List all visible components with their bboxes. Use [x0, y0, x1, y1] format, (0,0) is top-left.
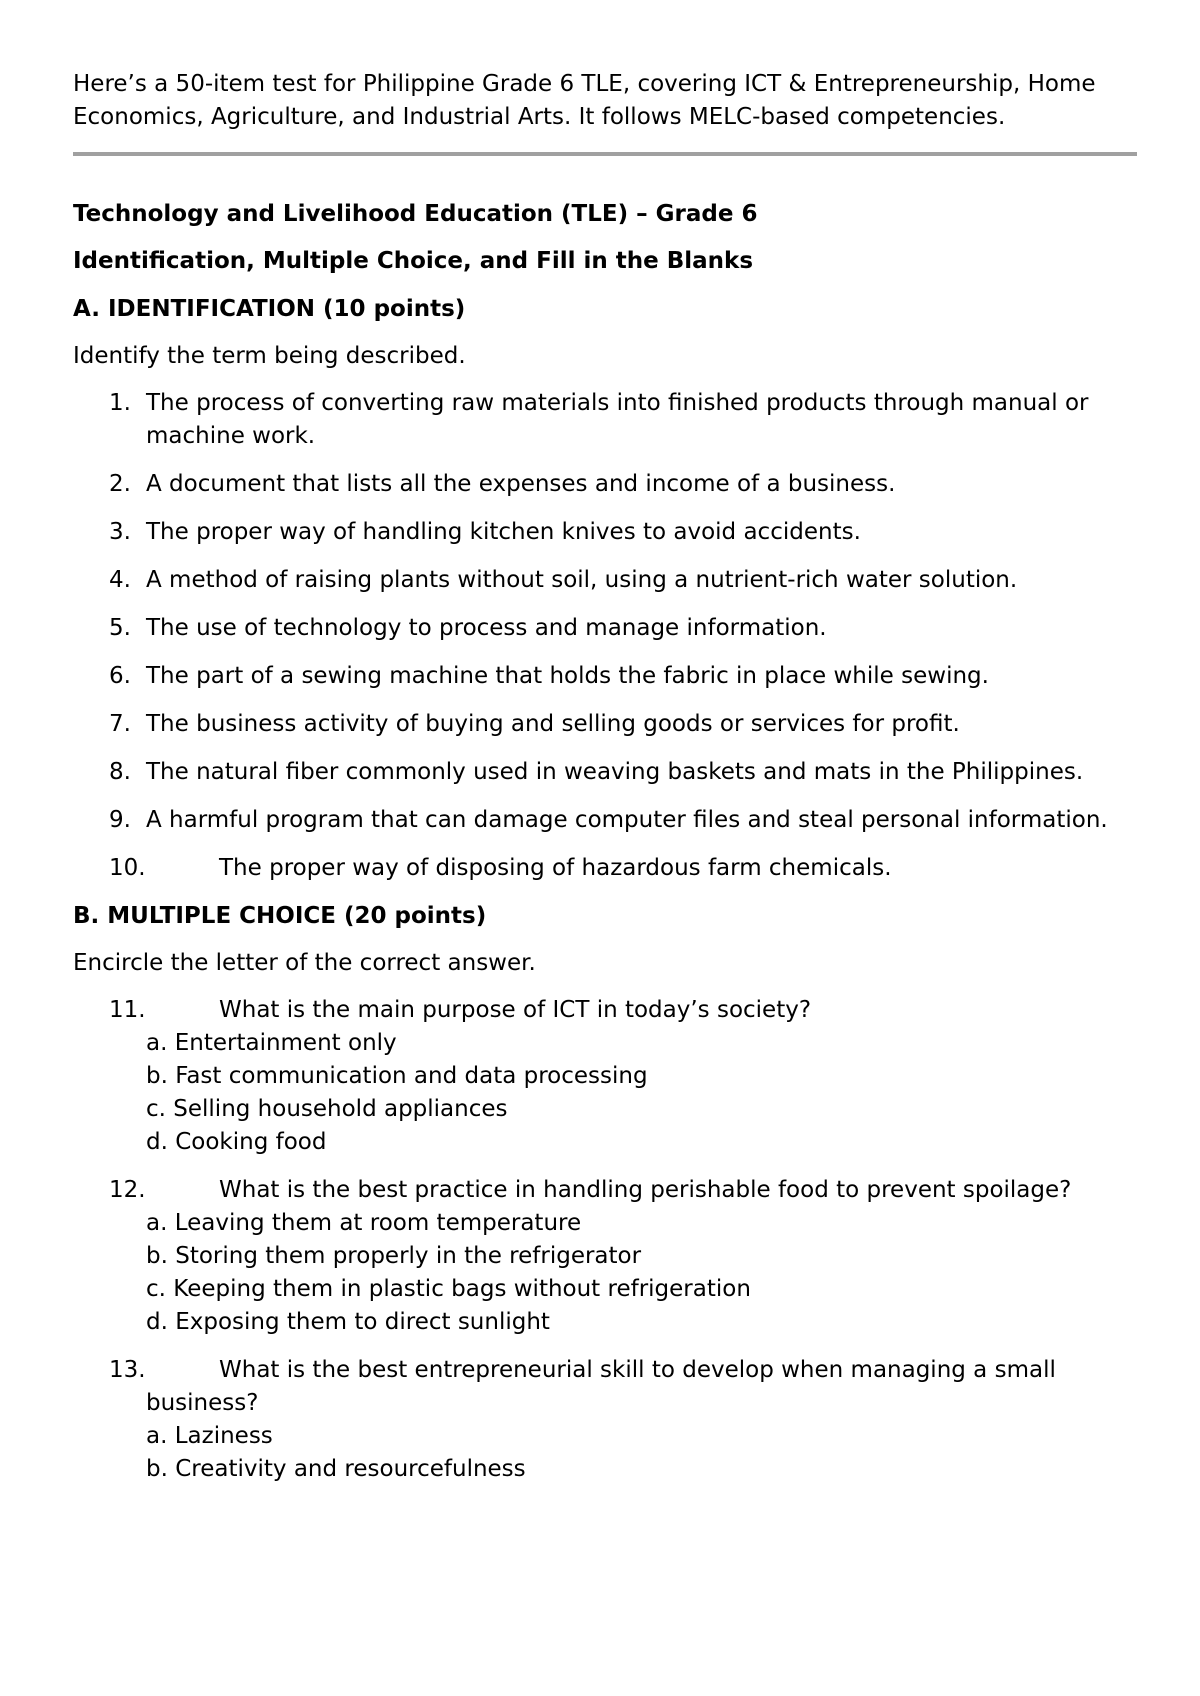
list-item	[73, 660, 1137, 693]
choice-option: d. Exposing them to direct sunlight	[146, 1309, 550, 1335]
choice-option: a. Laziness	[146, 1423, 273, 1449]
item-number: 6.	[109, 663, 131, 689]
question-item	[73, 1174, 1137, 1339]
choice-list	[146, 1420, 1137, 1486]
item-number: 1.	[109, 390, 131, 416]
item-number: 3.	[109, 519, 131, 545]
item-text: The proper way of disposing of hazardous farm chemicals.	[219, 855, 892, 881]
item-number: 9.	[109, 807, 131, 833]
item-text: A harmful program that can damage computer files and steal personal information.	[146, 807, 1108, 833]
question-text-continued: business?	[146, 1390, 259, 1416]
item-text: The use of technology to process and manage information.	[146, 615, 827, 641]
item-text: The business activity of buying and selling goods or services for profit.	[146, 711, 960, 737]
question-text: What is the best entrepreneurial skill to develop when managing a small	[219, 1357, 1056, 1383]
list-item	[73, 468, 1137, 501]
item-number: 7.	[109, 711, 131, 737]
choice-option: b. Creativity and resourcefulness	[146, 1456, 526, 1482]
list-item	[73, 564, 1137, 597]
item-text: A document that lists all the expenses and income of a business.	[146, 471, 896, 497]
choice-option: b. Fast communication and data processing	[146, 1063, 648, 1089]
list-item	[73, 708, 1137, 741]
horizontal-rule	[73, 152, 1137, 156]
document-subtitle: Identification, Multiple Choice, and Fill in the Blanks	[73, 248, 754, 274]
choice-option: a. Entertainment only	[146, 1030, 397, 1056]
choice-option: d. Cooking food	[146, 1129, 327, 1155]
section-b-instruction: Encircle the letter of the correct answer.	[73, 950, 536, 976]
identification-list	[73, 387, 1137, 885]
item-number: 2.	[109, 471, 131, 497]
question-text: What is the main purpose of ICT in today’s society?	[219, 997, 812, 1023]
section-b-heading: B. MULTIPLE CHOICE (20 points)	[73, 903, 487, 929]
item-text: The proper way of handling kitchen knives to avoid accidents.	[146, 519, 861, 545]
item-number: 13.	[109, 1357, 146, 1383]
list-item	[73, 852, 1137, 885]
multiple-choice-list	[73, 994, 1137, 1486]
choice-option: a. Leaving them at room temperature	[146, 1210, 582, 1236]
item-text: The process of converting raw materials into finished products through manual or machine work.	[146, 390, 1089, 449]
document-page	[73, 68, 1137, 1501]
question-text: What is the best practice in handling perishable food to prevent spoilage?	[219, 1177, 1072, 1203]
section-a-heading: A. IDENTIFICATION (10 points)	[73, 296, 466, 322]
question-item	[73, 1354, 1137, 1486]
choice-list	[146, 1207, 1137, 1339]
item-number: 4.	[109, 567, 131, 593]
question-item	[73, 994, 1137, 1159]
list-item	[73, 516, 1137, 549]
choice-option: c. Keeping them in plastic bags without refrigeration	[146, 1276, 751, 1302]
choice-option: c. Selling household appliances	[146, 1096, 508, 1122]
item-number: 10.	[109, 855, 146, 881]
list-item	[73, 804, 1137, 837]
list-item	[73, 612, 1137, 645]
item-text: The part of a sewing machine that holds the fabric in place while sewing.	[146, 663, 989, 689]
intro-paragraph: Here’s a 50-item test for Philippine Grade 6 TLE, covering ICT & Entrepreneurship, Home Economics, Agriculture, and Industrial Arts. It follows MELC-based competencies.	[73, 71, 1096, 130]
list-item	[73, 756, 1137, 789]
item-number: 5.	[109, 615, 131, 641]
item-text: A method of raising plants without soil, using a nutrient-rich water solution.	[146, 567, 1018, 593]
item-number: 8.	[109, 759, 131, 785]
section-a-instruction: Identify the term being described.	[73, 343, 466, 369]
choice-list	[146, 1027, 1137, 1159]
list-item	[73, 387, 1137, 453]
document-title: Technology and Livelihood Education (TLE) – Grade 6	[73, 201, 758, 227]
choice-option: b. Storing them properly in the refrigerator	[146, 1243, 642, 1269]
item-number: 11.	[109, 997, 146, 1023]
item-text: The natural fiber commonly used in weaving baskets and mats in the Philippines.	[146, 759, 1084, 785]
item-number: 12.	[109, 1177, 146, 1203]
